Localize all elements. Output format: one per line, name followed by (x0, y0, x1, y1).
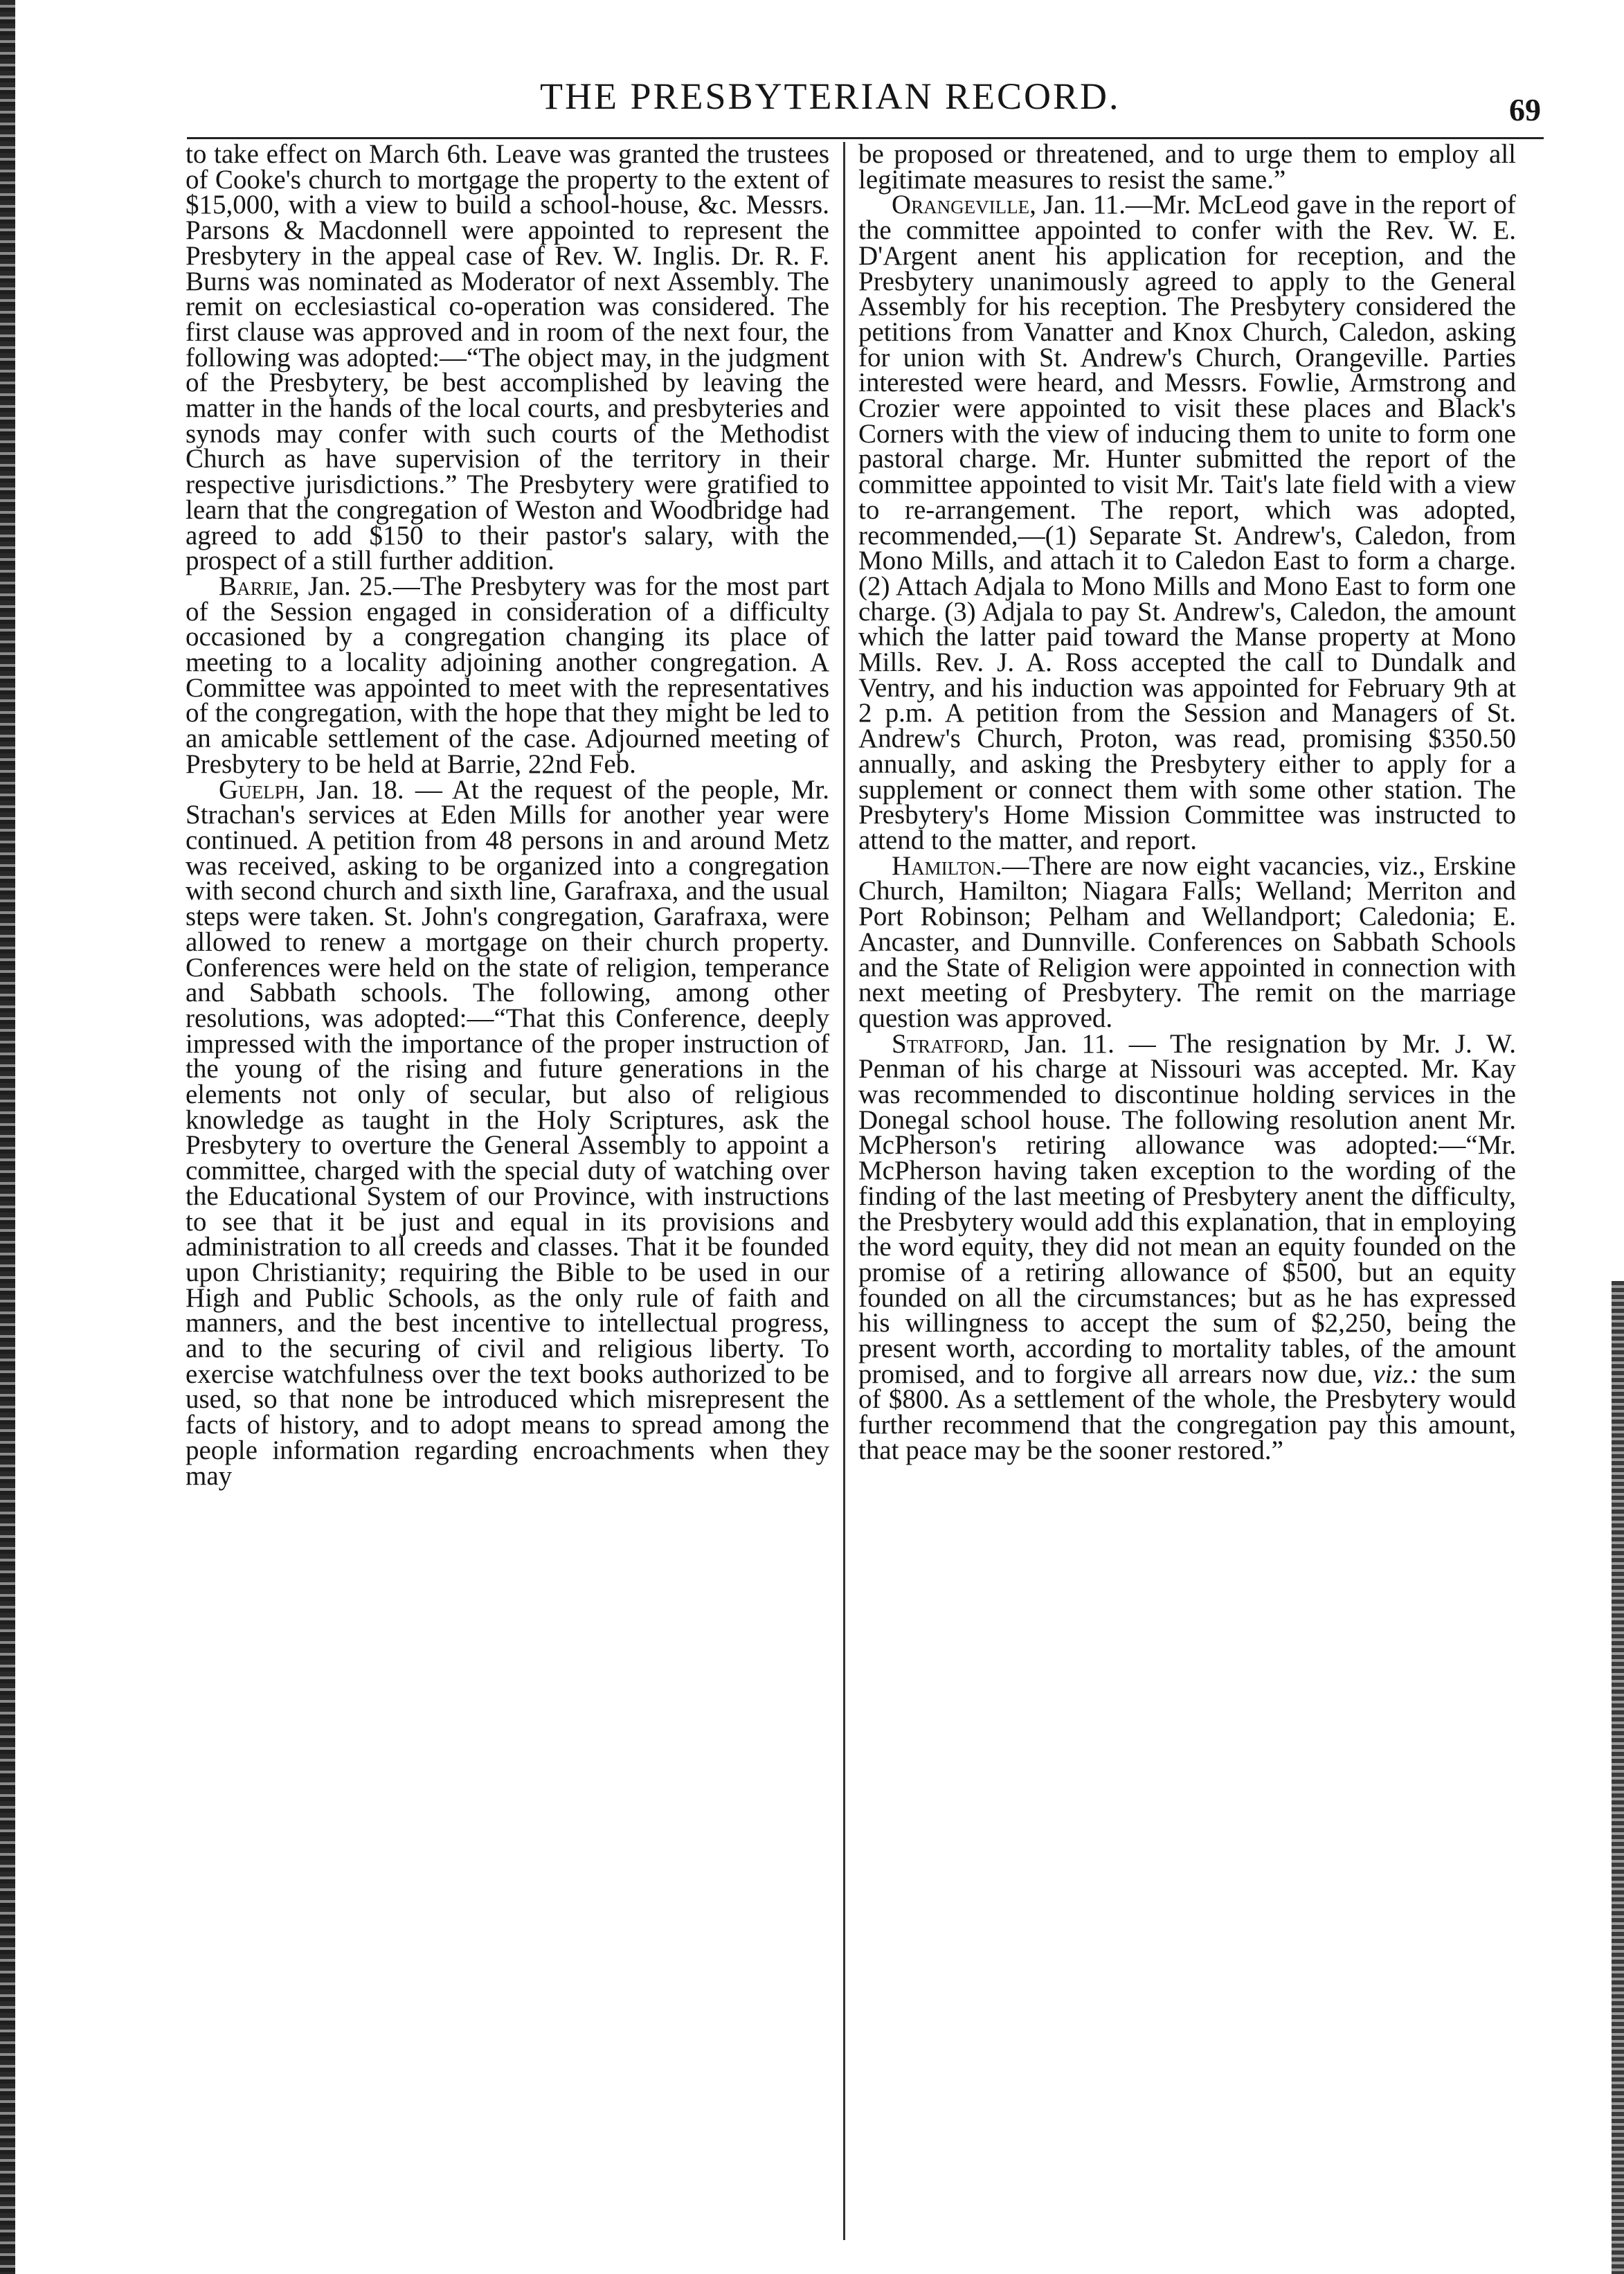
orangeville-paragraph (858, 190, 1516, 855)
stratford-text-end: the sum of $800. As a settlement of the whole, the Presbytery would further recommend that the congregation pay this amount, that peace may be the sooner restored.” (858, 1359, 1516, 1465)
running-head: THE PRESBYTERIAN RECORD. (540, 75, 1121, 117)
hamilton-text: .—There are now eight vacancies, viz., Erskine Church, Hamilton; Niagara Falls; Welland; Merriton and Port Robinson; Pelham and Wellandport; Caledonia; E. Ancaster, and Dunnville. Conferences on Sabbath Schools and the State of Religion were appointed in connection with next meeting of Presbytery. The remit on the marriage question was approved. (858, 850, 1516, 1033)
barrie-place: Barrie (219, 571, 294, 601)
right-paragraph-1 (858, 142, 1516, 193)
stratford-place: Stratford (892, 1028, 1004, 1059)
scan-edge-left (0, 0, 15, 2274)
left-paragraph-1 (186, 142, 829, 574)
orangeville-text: , Jan. 11.—Mr. McLeod gave in the report of the committee appointed to confer with the Rev. W. E. D'Argent anent his application for reception, and the Presbytery unanimously agreed to apply to the General Assembly for his reception. The Presbytery considered the petitions from Vanatter and Knox Church, Caledon, asking for union with St. Andrew's Church, Orangeville. Parties interested were heard, and Messrs. Fowlie, Armstrong and Crozier were appointed to visit these places and Black's Corners with the view of inducing them to unite to form one pastoral charge. Mr. Hunter submitted the report of the committee appointed to visit Mr. Tait's late field with a view to re-arrangement. The report, which was adopted, recommended,—(1) Separate St. Andrew's, Caledon, from Mono Mills, and attach it to Caledon East to form a charge. (2) Attach Adjala to Mono Mills and Mono East to form one charge. (3) Adjala to pay St. Andrew's, Caledon, the amount which the latter paid toward the Manse property at Mono Mills. Rev. J. A. Ross accepted the call to Dundalk and Ventry, and his induction was appointed for February 9th at 2 p.m. A petition from the Session and Managers of St. Andrew's Church, Proton, was read, promising $350.50 annually, and asking the Presbytery either to apply for a supplement or connect them with some other station. The Presbytery's Home Mission Committee was instructed to attend to the matter, and report. (858, 190, 1516, 855)
header-rule (187, 137, 1544, 139)
barrie-paragraph (186, 571, 829, 779)
barrie-text: , Jan. 25.—The Presbytery was for the most part of the Session engaged in consideration of a difficulty occasioned by a congregation changing its place of meeting to a locality adjoining another congregation. A Committee was appointed to meet with the representatives of the congregation, with the hope that they might be led to an amicable settlement of the case. Adjourned meeting of Presbytery to be held at Barrie, 22nd Feb. (186, 571, 829, 779)
right-paragraph-1-text: be proposed or threatened, and to urge them to employ all legitimate measures to resist the same.” (858, 142, 1516, 195)
guelph-place: Guelph (219, 774, 299, 805)
page-header (173, 64, 1571, 147)
page-number: 69 (1509, 92, 1541, 127)
left-paragraph-1-text: to take effect on March 6th. Leave was granted the trustees of Cooke's church to mortgage the property to the extent of $15,000, with a view to build a school-house, &c. Messrs. Parsons & Macdonnell were appointed to represent the Presbytery in the appeal case of Rev. W. Inglis. Dr. R. F. Burns was nominated as Moderator of next Assembly. The remit on ecclesiastical co-operation was considered. The first clause was approved and in room of the next four, the following was adopted:—“The object may, in the judgment of the Presbytery, be best accomplished by leaving the matter in the hands of the local courts, and presbyteries and synods may confer with such courts of the Methodist Church as have supervision of the territory in their respective jurisdictions.” The Presbytery were gratified to learn that the congregation of Weston and Woodbridge had agreed to add $150 to their pastor's salary, with the prospect of a still further addition. (186, 142, 829, 576)
guelph-text: , Jan. 18. — At the request of the people, Mr. Strachan's services at Eden Mills for another year were continued. A petition from 48 persons in and around Metz was received, asking to be organized into a congregation with second church and sixth line, Garafraxa, and the usual steps were taken. St. John's congregation, Garafraxa, were allowed to renew a mortgage on their church property. Conferences were held on the state of religion, temperance and Sabbath schools. The following, among other resolutions, was adopted:—“That this Conference, deeply impressed with the importance of the proper instruction of the young of the rising and future generations in the elements not only of secular, but also of religious knowledge as taught in the Holy Scriptures, ask the Presbytery to overture the General Assembly to appoint a committee, charged with the special duty of watching over the Educational System of our Province, with instructions to see that it be just and equal in its provisions and administration to all creeds and classes. That it be founded upon Christianity; requiring the Bible to be used in our High and Public Schools, as the only rule of faith and manners, and the best incentive to intellectual progress, and to the securing of civil and religious liberty. To exercise watchfulness over the text books authorized to be used, so that none be introduced which misrepresent the facts of history, and to adopt means to spread among the people information regarding encroachments when they may (186, 774, 829, 1491)
hamilton-place: Hamilton (892, 850, 995, 881)
guelph-paragraph (186, 774, 829, 1491)
left-column (186, 142, 829, 2247)
column-divider (843, 142, 845, 2240)
stratford-paragraph (858, 1028, 1516, 1465)
right-column (858, 142, 1516, 2247)
orangeville-place: Orangeville (892, 190, 1030, 220)
stratford-text: , Jan. 11. — The resignation by Mr. J. W. Penman of his charge at Nissouri was accepted. Mr. Kay was recommended to discontinue holding services in the Donegal school house. The following resolution anent Mr. McPherson's retiring allowance was adopted:—“Mr. McPherson having taken exception to the wording of the finding of the last meeting of Presbytery anent the difficulty, the Presbytery would add this explanation, that in employing the word equity, they did not mean an equity founded on the promise of a retiring allowance of $500, but an equity founded on all the circumstances; but as he has expressed his willingness to accept the sum of $2,250, being the present worth, according to mortality tables, of the amount promised, and to forgive all arrears now due, (858, 1028, 1516, 1389)
hamilton-paragraph (858, 850, 1516, 1033)
stratford-viz: viz.: (1373, 1359, 1419, 1389)
scan-edge-right (1612, 1281, 1624, 2274)
